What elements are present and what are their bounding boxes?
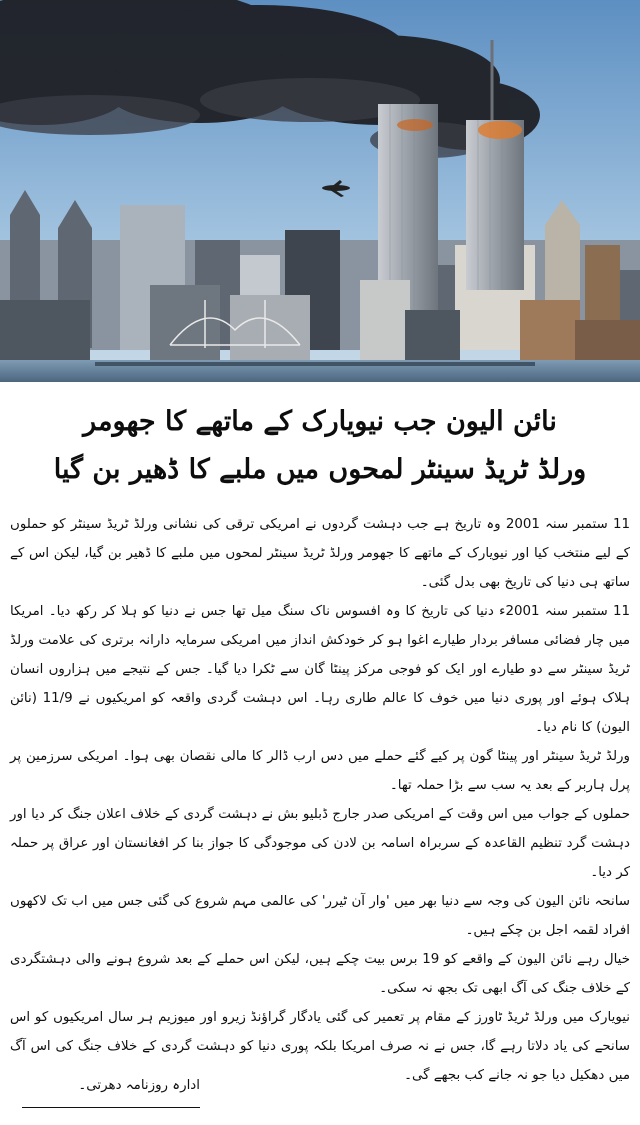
headline <box>0 398 640 494</box>
paragraph-5: سانحہ نائن الیون کی وجہ سے دنیا بھر میں 'وار آن ٹیرر' کی عالمی مہم شروع کی گئی جس میں اب تک لاکھوں افراد لقمہ اجل بن چکے ہیں۔ <box>10 894 630 938</box>
paragraph-7: نیویارک میں ورلڈ ٹریڈ ٹاورز کے مقام پر تعمیر کی گئی یادگار گراؤنڈ زیرو اور میوزیم ہر سال امریکیوں کو اس سانحے کی یاد دلاتا رہے گا، جس نے نہ صرف امریکا بلکہ پوری دنیا کو دہشت گردی کے خلاف جنگ کی اس آگ میں دھکیل دیا جو نہ جانے کب بجھے گی۔ <box>10 1010 630 1083</box>
paragraph-6: خیال رہے نائن الیون کے واقعے کو 19 برس بیت چکے ہیں، لیکن اس حملے کے بعد شروع ہونے والی دہشتگردی کے خلاف جنگ کی آگ ابھی تک بجھ نہ سکی۔ <box>10 952 631 996</box>
headline-line-2: ورلڈ ٹریڈ سینٹر لمحوں میں ملبے کا ڈھیر بن گیا <box>53 454 587 485</box>
headline-line-1: نائن الیون جب نیویارک کے ماتھے کا جھومر <box>83 406 557 437</box>
paragraph-4: حملوں کے جواب میں اس وقت کے امریکی صدر جارج ڈبلیو بش نے دہشت گردی کے خلاف اعلان جنگ کر دیا اور دہشت گرد تنظیم القاعدہ کے سربراہ اسامہ بن لادن کی موجودگی کا جواز بنا کر افغانستان اور عراق پر حملہ کر دیا۔ <box>10 807 630 880</box>
paragraph-2: 11 ستمبر سنہ 2001ء دنیا کی تاریخ کا وہ افسوس ناک سنگ میل تھا جس نے دنیا کو ہلا کر رکھ دیا۔ امریکا میں چار فضائی مسافر بردار طیارے اغوا ہو کر خودکش انداز میں امریکی سرمایہ دارانہ برتری کی علامت ورلڈ ٹریڈ سینٹر سے دو طیارے اور ایک کو فوجی مرکز پینٹا گان سے ٹکرا دیا گیا۔ جس کے نتیجے میں ہزاروں انسان ہلاک ہوئے اور پوری دنیا میں خوف کا عالم طاری رہا۔ اس دہشت گردی واقعہ کو امریکیوں نے 11/9 (نائن الیون) کا نام دیا۔ <box>10 604 631 735</box>
signature: ادارہ روزنامہ دھرتی۔ <box>78 1078 200 1093</box>
article-body <box>10 510 630 1090</box>
article-photo <box>0 0 640 382</box>
signature-underline <box>22 1107 200 1108</box>
wtc-photo-icon <box>0 0 640 382</box>
paragraph-3: ورلڈ ٹریڈ سینٹر اور پینٹا گون پر کیے گئے حملے میں دس ارب ڈالر کا مالی نقصان بھی ہوا۔ امریکی سرزمین پر پرل ہاربر کے بعد یہ سب سے بڑا حملہ تھا۔ <box>10 749 630 793</box>
paragraph-1: 11 ستمبر سنہ 2001 وہ تاریخ ہے جب دہشت گردوں نے امریکی ترقی کی نشانی ورلڈ ٹریڈ سینٹر کو حملوں کے لیے منتخب کیا اور نیویارک کے ماتھے کا جھومر ورلڈ ٹریڈ سینٹر لمحوں میں ملبے کا ڈھیر بن گیا، لیکن اس کے ساتھ ہی دنیا کی تاریخ بھی بدل گئی۔ <box>10 517 630 590</box>
